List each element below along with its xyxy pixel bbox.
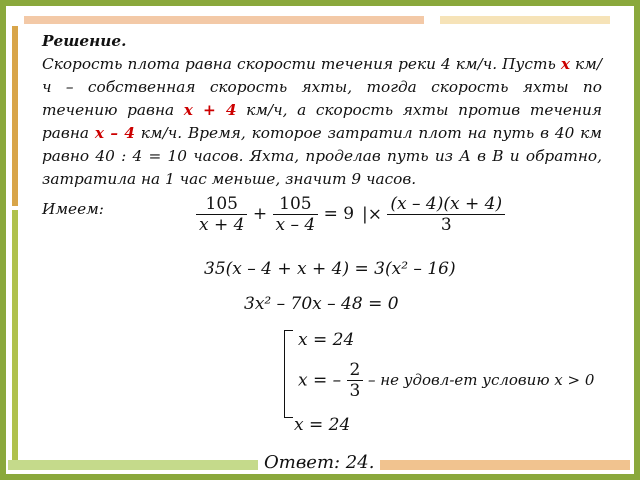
equation-2: 35(x – 4 + x + 4) = 3(x² – 16)	[204, 259, 456, 279]
frame-bottom	[0, 474, 640, 480]
decor-stripe-top	[24, 16, 424, 24]
decor-side-stripe	[12, 210, 18, 460]
var-x: x	[560, 55, 570, 73]
equation-1	[196, 194, 354, 235]
have-label: Имеем:	[42, 200, 104, 218]
fraction-numerator: 105	[196, 194, 247, 215]
fraction-denominator: 3	[440, 215, 452, 235]
expr-x-minus-4: x – 4	[94, 124, 135, 142]
para-part: км/ч, а скорость яхты против течения равна	[42, 101, 602, 142]
solution-paragraph	[42, 55, 602, 188]
equals-sign: = 9	[323, 204, 355, 224]
final-root: x = 24	[294, 415, 351, 435]
fraction	[196, 194, 247, 235]
decor-stripe-top-right	[440, 16, 610, 24]
solution-heading: Решение.	[42, 32, 127, 50]
solution-text	[42, 30, 602, 191]
para-part: км/ч. Время, которое затратил плот на путь в 40 км равно 40 : 4 = 10 часов. Яхта, проделав путь из А в В и обратно, затратила на 1 час меньше, значит 9 часов.	[42, 124, 602, 188]
root-1: x = 24	[298, 330, 355, 350]
plus-sign: +	[252, 204, 268, 224]
decor-side-stripe	[12, 26, 18, 206]
para-part: км/ч – собственная скорость яхты, тогда скорость яхты по течению равна	[42, 55, 602, 119]
frame-left	[0, 0, 6, 480]
root-rejected-note: – не удовл-ет условию x > 0	[368, 371, 595, 389]
fraction-denominator: 3	[349, 381, 361, 401]
root-2	[298, 360, 363, 401]
fraction-denominator: x – 4	[275, 215, 316, 235]
system-bracket	[284, 330, 293, 418]
fraction	[387, 194, 505, 235]
equation-3: 3x² – 70x – 48 = 0	[244, 294, 399, 314]
multiply-sign: |×	[362, 204, 382, 225]
frame-top	[0, 0, 640, 6]
fraction	[347, 360, 364, 401]
answer: Ответ: 24.	[258, 452, 380, 473]
para-part: Скорость плота равна скорости течения реки 4 км/ч. Пусть	[42, 55, 561, 73]
frame-right	[634, 0, 640, 480]
expr-x-plus-4: x + 4	[183, 101, 237, 119]
fraction-numerator: 2	[347, 360, 364, 381]
fraction	[273, 194, 319, 235]
fraction-denominator: x + 4	[199, 215, 245, 235]
fraction-numerator: (x – 4)(x + 4)	[387, 194, 505, 215]
root-2-prefix: x = –	[298, 370, 342, 391]
fraction-numerator: 105	[273, 194, 319, 215]
multiplier	[362, 194, 505, 235]
